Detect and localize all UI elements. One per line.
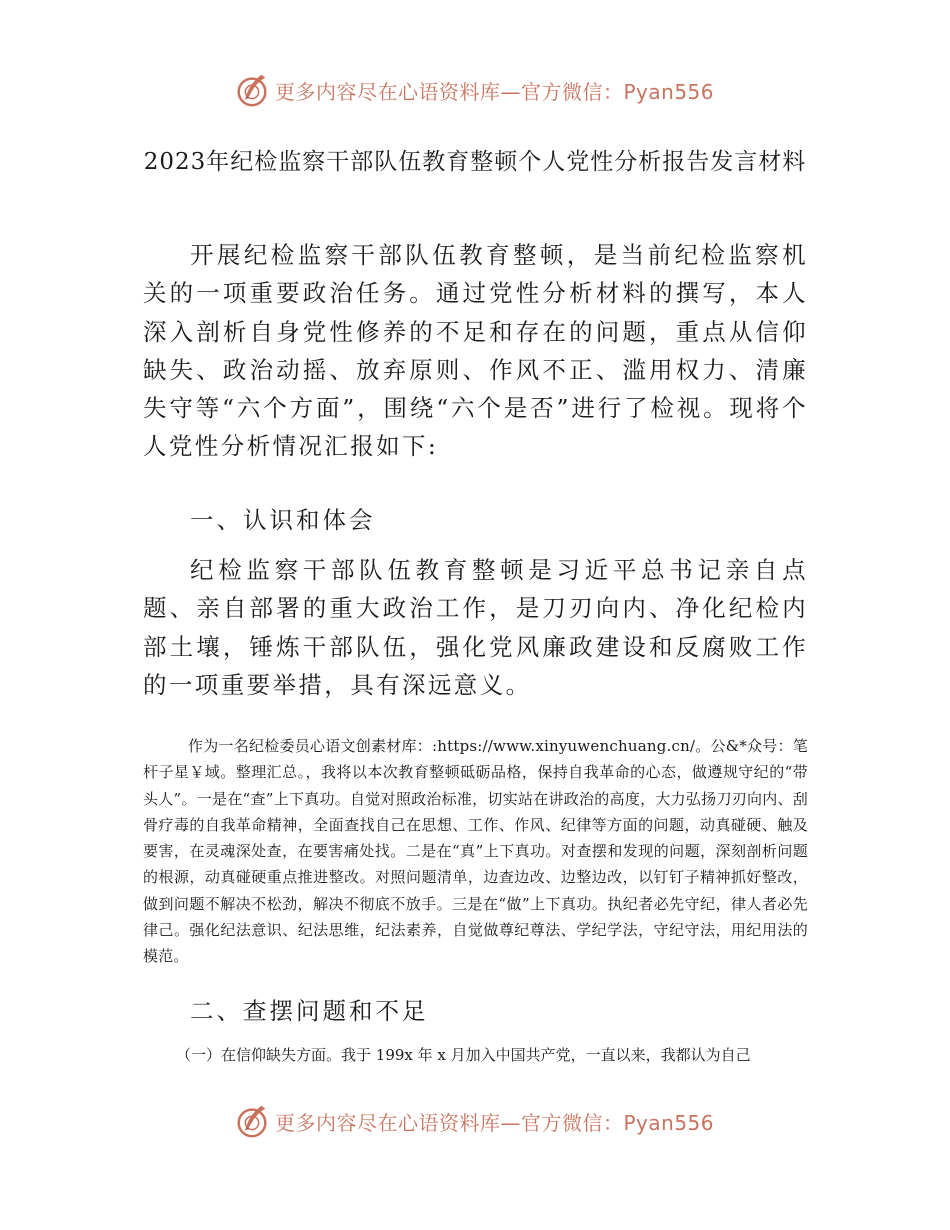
quill-pen-logo-icon xyxy=(233,71,271,109)
section1-paragraph: 纪检监察干部队伍教育整顿是习近平总书记亲自点题、亲自部署的重大政治工作，是刀刃向内、净化纪检内部土壤，锤炼干部队伍，强化党风廉政建设和反腐败工作的一项重要举措，具有深远意义。 xyxy=(143,556,808,699)
section1-small-paragraph: 作为一名纪检委员心语文创素材库：:https://www.xinyuwenchuang.cn/。公&*众号：笔杆子星￥域。整理汇总。，我将以本次教育整顿砥砺品格，保持自我革命的心态，做遵规守纪的“带头人”。一是在“查”上下真功。自觉对照政治标准，切实站在讲政治的高度，大力弘扬刀刃向内、刮骨疗毒的自我革命精神，全面查找自己在思想、工作、作风、纪律等方面的问题，动真碰硬、触及要害，在灵魂深处查，在要害痛处找。二是在“真”上下真功。对查摆和发现的问题，深刻剖析问题的根源，动真碰硬重点推进整改。对照问题清单，边查边改、边整边改，以钉钉子精神抓好整改，做到问题不解决不松劲，解决不彻底不放手。三是在“做”上下真功。执纪者必先守纪，律人者必先律己。强化纪法意识、纪法思维，纪法素养，自觉做尊纪尊法、学纪学法，守纪守法，用纪用法的模范。 xyxy=(143,737,808,966)
watermark-banner-bottom xyxy=(233,1101,753,1141)
intro-paragraph: 开展纪检监察干部队伍教育整顿，是当前纪检监察机关的一项重要政治任务。通过党性分析材料的撰写，本人深入剖析自身党性修养的不足和存在的问题，重点从信仰缺失、政治动摇、放弃原则、作风不正、滥用权力、清廉失守等“六个方面”，围绕“六个是否”进行了检视。现将个人党性分析情况汇报如下: xyxy=(143,241,808,461)
watermark-text: 更多内容尽在心语资料库—官方微信：Pyan556 xyxy=(275,1110,715,1135)
watermark-text: 更多内容尽在心语资料库—官方微信：Pyan556 xyxy=(275,79,715,104)
section2-heading: 二、查摆问题和不足 xyxy=(190,997,429,1025)
watermark-banner-top xyxy=(233,70,753,110)
section2-first-line: （一）在信仰缺失方面。我于 199x 年 x 月加入中国共产党，一直以来，我都认为自己 xyxy=(176,1046,751,1064)
quill-pen-logo-icon xyxy=(233,1102,271,1140)
document-title: 2023年纪检监察干部队伍教育整顿个人党性分析报告发言材料 xyxy=(143,149,807,175)
section1-heading: 一、认识和体会 xyxy=(190,506,376,534)
